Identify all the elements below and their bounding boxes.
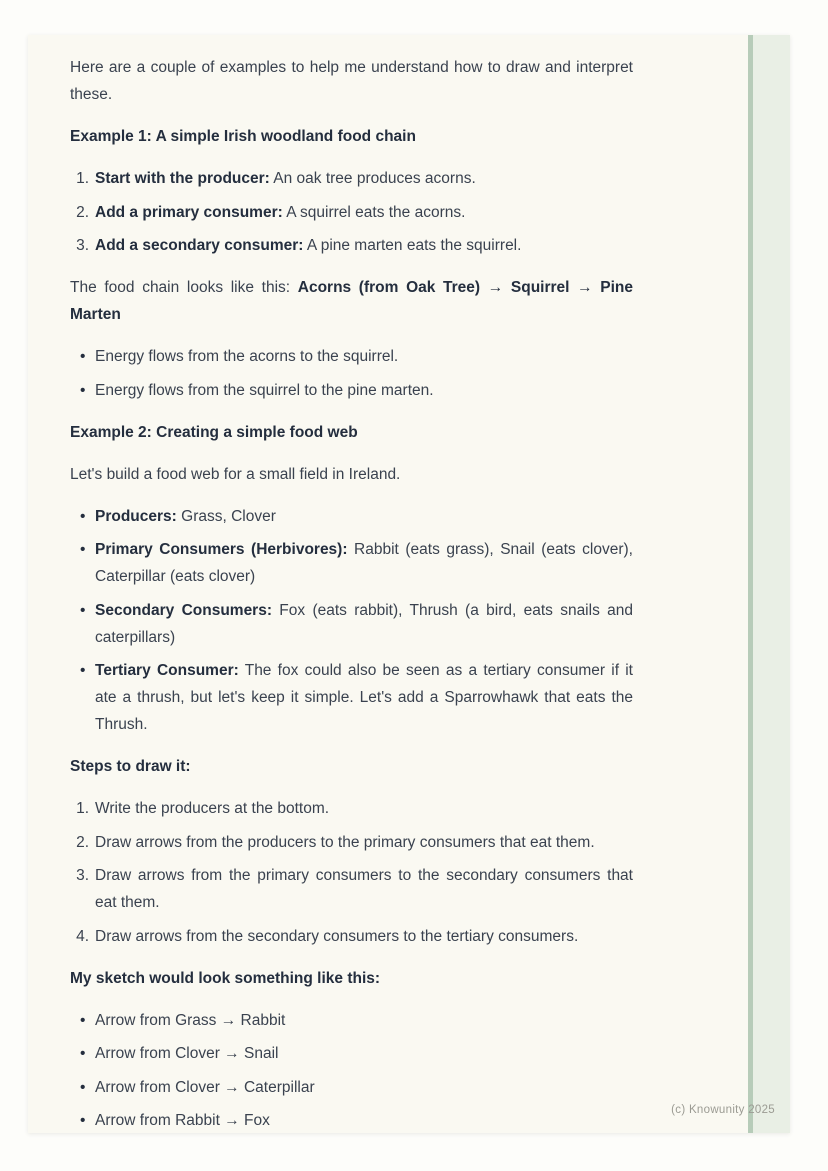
bullet-item: • Energy flows from the squirrel to the pine marten. (70, 377, 633, 404)
example1-steps-list (70, 165, 633, 259)
bullet-item: • Energy flows from the acorns to the squirrel. (70, 343, 633, 370)
item-lead-bold: Primary Consumers (Herbivores): (95, 541, 348, 558)
numbered-item (70, 199, 633, 226)
bullet-item (70, 536, 633, 590)
example2-intro-paragraph: Let's build a food web for a small field in Ireland. (70, 465, 401, 483)
item-lead-bold: Add a primary consumer: (95, 203, 283, 221)
item-text: Fox (eats rabbit), Thrush (a bird, eats snails and caterpillars) (95, 601, 633, 646)
drawing-steps-list (70, 795, 633, 950)
item-text: A squirrel eats the acorns. (282, 203, 466, 221)
green-stripe (748, 35, 790, 1133)
item-lead-bold: Add a secondary consumer: (95, 237, 304, 254)
bullet-item: • Arrow from Clover → Snail (70, 1040, 633, 1067)
intro-paragraph: Here are a couple of examples to help me understand how to draw and interpret these. (70, 59, 633, 103)
example2-heading: Example 2: Creating a simple food web (70, 423, 358, 441)
numbered-item: Draw arrows from the producers to the primary consumers that eat them. (95, 833, 595, 851)
bullet-item (70, 657, 633, 738)
food-chain-intro: The food chain looks like this: (70, 279, 298, 296)
bullet-item: • Arrow from Grass → Rabbit (70, 1007, 633, 1034)
sketch-heading: My sketch would look something like this: (70, 969, 381, 987)
item-text: Rabbit (eats grass), Snail (eats clover), Caterpillar (eats clover) (95, 541, 633, 585)
numbered-item: Write the producers at the bottom. (95, 800, 330, 817)
item-text: An oak tree produces acorns. (269, 170, 476, 187)
energy-flow-list (70, 343, 633, 404)
numbered-item (70, 165, 633, 192)
sketch-arrows-list (70, 1007, 633, 1135)
food-web-roles-list (70, 503, 633, 739)
steps-heading: Steps to draw it: (70, 758, 191, 775)
numbered-item (70, 232, 633, 259)
numbered-item: Draw arrows from the primary consumers to the secondary consumers that eat them. (95, 867, 633, 911)
bullet-item (70, 597, 633, 651)
numbered-item: Draw arrows from the secondary consumers to the tertiary consumers. (95, 927, 579, 945)
document-card (28, 35, 790, 1133)
item-text: The fox could also be seen as a tertiary consumer if it ate a thrush, but let's keep it simple. Let's add a Sparrowhawk that eats the Thrush. (95, 662, 633, 733)
item-lead-bold: Tertiary Consumer: (95, 662, 239, 679)
document-content (70, 35, 633, 1149)
item-lead-bold: Producers: (95, 507, 177, 525)
food-chain-paragraph (70, 274, 633, 328)
food-chain-sequence: Acorns (from Oak Tree) → Squirrel → Pine Marten (70, 279, 633, 323)
item-lead-bold: Start with the producer: (95, 170, 270, 187)
item-text: A pine marten eats the squirrel. (303, 237, 522, 254)
item-lead-bold: Secondary Consumers: (95, 601, 272, 619)
bullet-item: • Arrow from Rabbit → Fox (70, 1107, 633, 1134)
item-text: Grass, Clover (176, 507, 276, 525)
bullet-item (70, 503, 633, 530)
example1-heading: Example 1: A simple Irish woodland food chain (70, 128, 416, 145)
copyright-watermark: (c) Knowunity 2025 (671, 1104, 775, 1116)
bullet-item: • Arrow from Clover → Caterpillar (70, 1074, 633, 1101)
